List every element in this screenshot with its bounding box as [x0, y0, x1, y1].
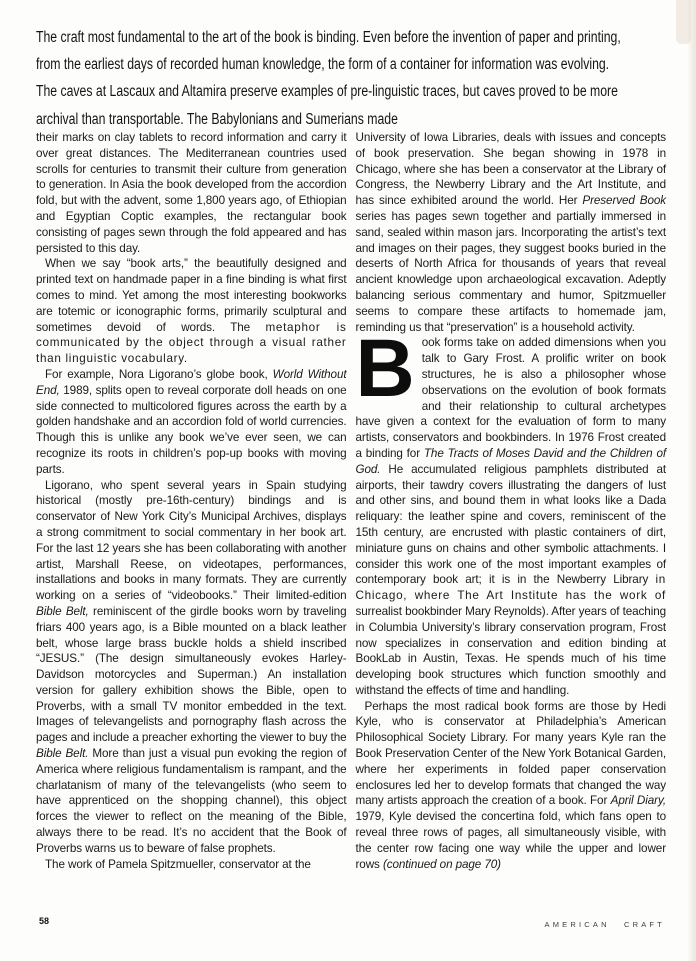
text-segment: in Chicago, where The Art Institute has the work of [355, 573, 666, 603]
text-segment: Bible Belt, [36, 604, 89, 618]
text-segment: series has pages sewn together and partially immersed in sand, sealed within mason jars. Incorporating the artist’s text and images on their pages, they suggest books buried in the deserts of North Africa for thousands of years that reveal ancient knowledge upon archaeological excavation. Adeptly balancing serious commentary and humor, Spitzmueller seems to compare these artifacts to homemade jam, reminding us that “preservation” is a household activity. [355, 209, 666, 334]
text-segment: April Diary, [610, 794, 666, 808]
text-segment: Preserved Book [582, 194, 666, 208]
text-segment: He accumulated religious pamphlets distributed at airports, their tawdry covers illustrating the dangers of lust and other sins, and bound them in what looks like a Dada reliquary: the leather spine and covers, reminiscent of the 15th century, are encrusted with plastic containers of dirt, miniature guns on chains and other symbolic attachments. I consider this work one of the most important examples of contemporary book art; it is in the Newberry Library [355, 462, 666, 587]
text-segment: ook forms take on added dimensions when you talk to Gary Frost. A prolific writer on book structures, he is also a philosopher whose observations on the evolution of book formats and their relationship to cultural archetypes have given a context for the evaluation of form to many artists, conservators and bookbinders. In 1976 Frost created a binding for [355, 336, 666, 460]
text-segment: 1979, Kyle devised the concertina fold, which fans open to reveal three rows of pages, all simultaneously visible, with the center row facing one way while the upper and lower rows [355, 810, 666, 871]
drop-cap: B [355, 323, 415, 415]
paragraph [355, 323, 667, 698]
column-left [36, 130, 347, 872]
text-segment: surrealist bookbinder Mary Reynolds). After years of teaching in Columbia University’s library conservation program, Frost now specializes in conservation and edition binding at BookLab in Austin, Texas. He spends much of his time developing book structures which function smoothly and withstand the effects of time and handling. [355, 604, 666, 697]
column-right [356, 130, 667, 872]
text-segment: (continued on page 70) [382, 857, 501, 871]
magazine-title: AMERICAN CRAFT [544, 920, 665, 929]
text-segment: Ligorano, who spent several years in Spain studying historical (mostly pre-16th-century) bindings and is conservator of New York City’s Municipal Archives, displays a strong commitment to social commentary in her book art. For the last 12 years she has been collaborating with another artist, Marshall Reese, on videotapes, performances, installations and books in many formats. They are currently working on a series of “videobooks.” Their limited-edition [36, 478, 347, 603]
text-segment: Perhaps the most radical book forms are those by Hedi Kyle, who is conservator at Philadelphia’s American Philosophical Society Library. For many years Kyle ran the Book Preservation Center of the New York Botanical Garden, where her experiments in folded paper conservation enclosures led her to develop formats that changed the way many artists approach the creation of a book. For [355, 699, 666, 808]
text-segment: their marks on clay tablets to record information and carry it over great distances. The Mediterranean countries used scrolls for centuries to transmit their culture from generation to generation. In Asia the book developed from the accordion fold, but with the advent, some 1,800 years ago, of Ethiopian and Egyptian Coptic examples, the rectangular book consisting of pages sewn through the fold appeared and has persisted to this day. [36, 131, 347, 255]
paragraph [36, 256, 347, 367]
article-columns [36, 130, 666, 872]
scan-artifact-notch [676, 0, 691, 44]
text-segment: 1989, splits open to reveal corporate doll heads on one side connected to multicolored figures across the earth by a golden handshake and an accordion fold of world currencies. Though this is unlike any book we’ve ever seen, we can recognize its roots in children’s pop-up books with moving parts. [36, 383, 347, 476]
text-segment: For example, Nora Ligorano’s globe book, [45, 367, 273, 381]
text-segment: When we say “book arts,” the beautifully designed and printed text on handmade paper in a fine binding is what first comes to mind. Yet among the most interesting bookworks are totemic or iconographic forms, primarily sculptural and sometimes devoid of words. The [36, 257, 347, 334]
paragraph [356, 699, 667, 873]
paragraph [356, 130, 667, 335]
text-segment: reminiscent of the girdle books worn by traveling friars 400 years ago, is a Bible mounted on a black leather belt, whose large brass buckle holds a shield inscribed “JESUS.” (The design simultaneously evokes Harley-Davidson motorcycles and Superman.) An installation version for gallery exhibition shows the Bible, open to Proverbs, with a small TV monitor embedded in the text. Images of televangelists and pornography flash across the pages and include a preacher exhorting the viewer to buy the [36, 604, 347, 745]
paragraph [36, 857, 347, 873]
text-segment: More than just a visual pun evoking the region of America where religious fundamentalism is rampant, and the charlatanism of many of the televangelists (who seem to have apprenticed on the shopping channel), this object forces the viewer to reflect on the meaning of the Bible, always there to be read. It’s no accident that the Book of Proverbs warns us to beware of false prophets. [36, 747, 347, 855]
text-segment: The work of Pamela Spitzmueller, conservator at the [45, 857, 311, 871]
text-segment: World Without End, [36, 367, 347, 397]
paragraph [36, 478, 347, 857]
page-number: 58 [39, 916, 50, 926]
paragraph [36, 130, 347, 256]
text-segment: metaphor is communicated by the object through a visual rather than linguistic vocabulary. [36, 320, 347, 366]
scan-artifact-right-edge [687, 0, 696, 961]
text-segment: University of Iowa Libraries, deals with issues and concepts of book preservation. She began showing in 1978 in Chicago, where she has been a conservator at the Library of Congress, the Newberry Library and the Art Institute, and has since exhibited around the world. Her [355, 131, 666, 208]
text-segment: Bible Belt. [36, 747, 89, 761]
paragraph [36, 367, 347, 478]
text-segment: The Tracts of Moses David and the Children of God. [355, 446, 666, 476]
intro-deck-paragraph: The craft most fundamental to the art of the book is binding. Even before the invention of paper and printing, from the earliest days of recorded human knowledge, the form of a container for information was evolving. The caves at Lascaux and Altamira preserve examples of pre-linguistic traces, but caves proved to be more archival than transportable. The Babylonians and Sumerians made [36, 29, 621, 128]
